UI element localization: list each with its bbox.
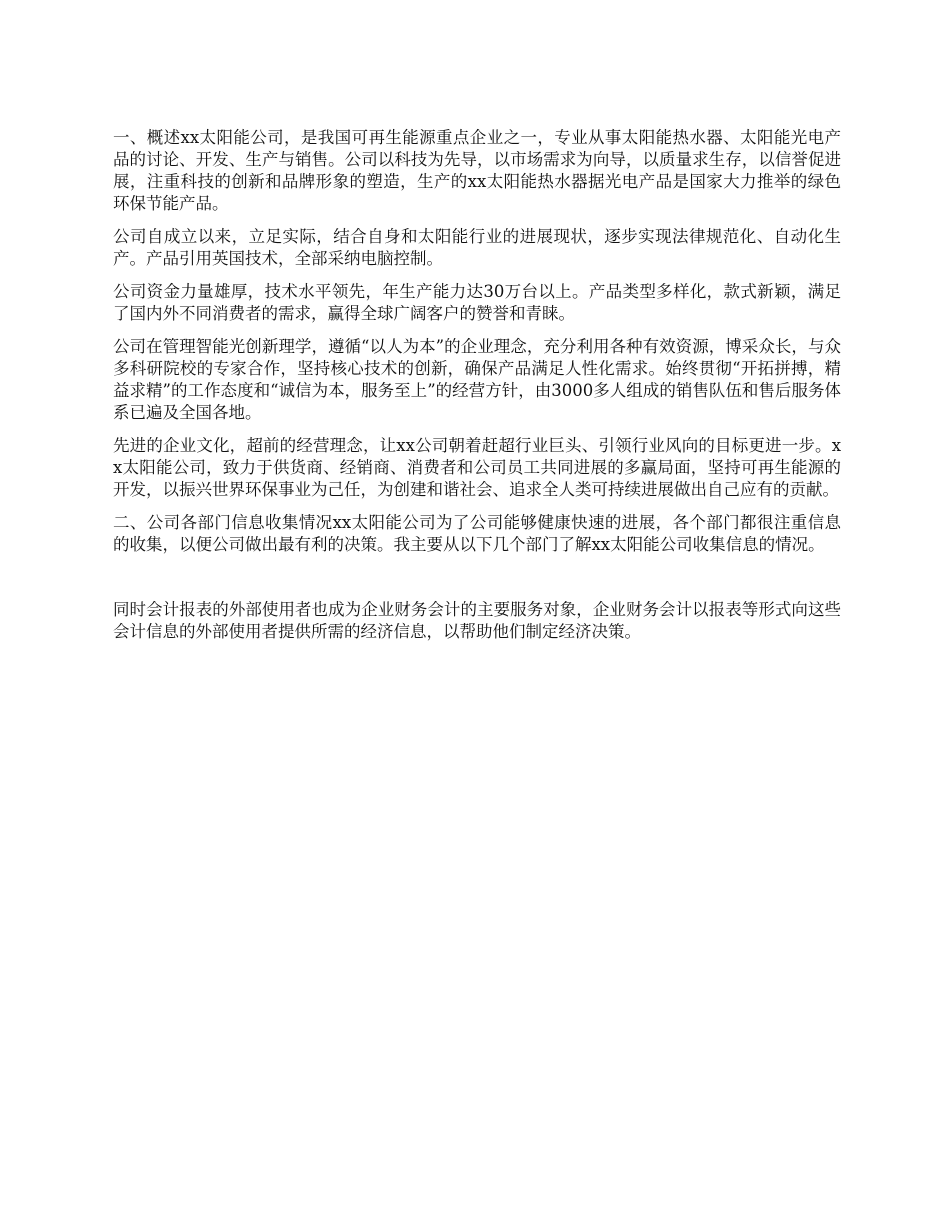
- paragraph-departments: 二、公司各部门信息收集情况xx太阳能公司为了公司能够健康快速的进展，各个部门都很注重信息的收集，以便公司做出最有利的决策。我主要从以下几个部门了解xx太阳能公司收集信息的情况。: [113, 513, 841, 554]
- paragraph-spacer: [113, 567, 841, 599]
- paragraph-management: 公司在管理智能光创新理学，遵循“以人为本”的企业理念，充分利用各种有效资源，博采众长，与众多科研院校的专家合作，坚持核心技术的创新，确保产品满足人性化需求。始终贯彻“开拓拼搏，精益求精”的工作态度和“诚信为本，服务至上”的经营方针，由3000多人组成的销售队伍和售后服务体系已遍及全国各地。: [113, 337, 841, 422]
- document-body: [113, 127, 841, 654]
- paragraph-capacity: 公司资金力量雄厚，技术水平领先，年生产能力达30万台以上。产品类型多样化，款式新颖，满足了国内外不同消费者的需求，赢得全球广阔客户的赞誉和青睐。: [113, 282, 841, 323]
- paragraph-founding: 公司自成立以来，立足实际，结合自身和太阳能行业的进展现状，逐步实现法律规范化、自动化生产。产品引用英国技术，全部采纳电脑控制。: [113, 227, 841, 268]
- paragraph-culture: 先进的企业文化，超前的经营理念，让xx公司朝着赶超行业巨头、引领行业风向的目标更进一步。xx太阳能公司，致力于供货商、经销商、消费者和公司员工共同进展的多赢局面，坚持可再生能源的开发，以振兴世界环保事业为己任，为创建和谐社会、追求全人类可持续进展做出自己应有的贡献。: [113, 436, 841, 499]
- paragraph-overview: 一、概述xx太阳能公司，是我国可再生能源重点企业之一，专业从事太阳能热水器、太阳能光电产品的讨论、开发、生产与销售。公司以科技为先导，以市场需求为向导，以质量求生存，以信誉促进展，注重科技的创新和品牌形象的塑造，生产的xx太阳能热水器据光电产品是国家大力推举的绿色环保节能产品。: [113, 128, 841, 213]
- paragraph-accounting: 同时会计报表的外部使用者也成为企业财务会计的主要服务对象，企业财务会计以报表等形式向这些会计信息的外部使用者提供所需的经济信息，以帮助他们制定经济决策。: [113, 600, 841, 641]
